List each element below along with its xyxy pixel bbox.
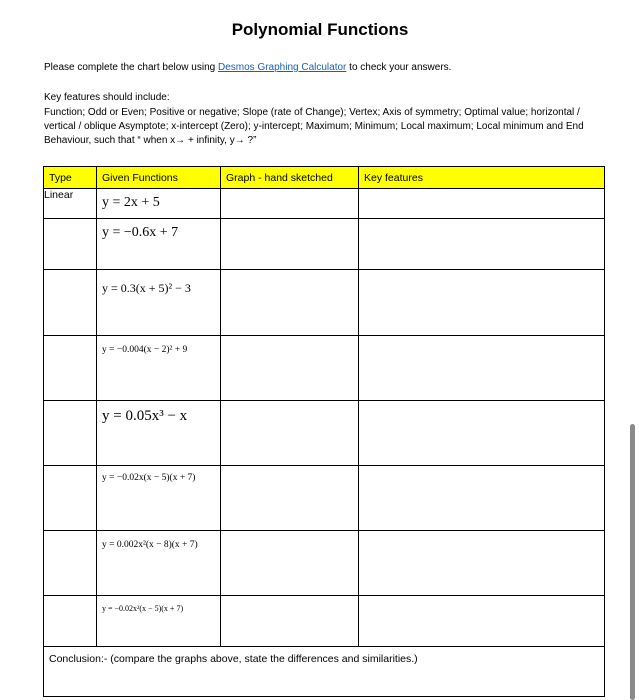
header-type: Type	[44, 167, 97, 189]
key-features-list: Function; Odd or Even; Positive or negative; Slope (rate of Change); Vertex; Axis of symmetry; Optimal value; horizontal / vertical / oblique Asymptote; x-intercept (Zero); y-intercept; Maximum; Minimum; Local maximum; Local minimum and End Behaviour, such that “ when x→ + infinity, y→ ?”	[44, 107, 584, 146]
function-formula: y = 2x + 5	[102, 195, 160, 210]
key-features-cell[interactable]	[359, 466, 605, 531]
function-formula: y = 0.002x²(x − 8)(x + 7)	[102, 540, 198, 550]
function-cell	[97, 596, 221, 647]
graph-cell[interactable]	[221, 336, 359, 401]
graph-cell[interactable]	[221, 270, 359, 336]
header-graph: Graph - hand sketched	[221, 167, 359, 189]
function-cell	[97, 270, 221, 336]
key-features-cell[interactable]	[359, 336, 605, 401]
function-formula: y = −0.02x(x − 5)(x + 7)	[102, 473, 196, 483]
key-features-cell[interactable]	[359, 219, 605, 270]
type-cell	[44, 336, 97, 401]
key-features-cell[interactable]	[359, 596, 605, 647]
graph-cell[interactable]	[221, 531, 359, 596]
conclusion-row	[44, 647, 605, 697]
conclusion-cell[interactable]: Conclusion:- (compare the graphs above, state the differences and similarities.)	[44, 647, 605, 697]
key-features-cell[interactable]	[359, 270, 605, 336]
key-features-cell[interactable]	[359, 401, 605, 466]
instructions-text-after: to check your answers.	[346, 62, 452, 73]
table-row	[44, 401, 605, 466]
header-key-features: Key features	[359, 167, 605, 189]
function-cell	[97, 531, 221, 596]
table-row	[44, 466, 605, 531]
graph-cell[interactable]	[221, 466, 359, 531]
function-cell	[97, 189, 221, 219]
type-cell	[44, 466, 97, 531]
type-cell: Linear	[44, 189, 97, 219]
table-row	[44, 596, 605, 647]
function-cell	[97, 336, 221, 401]
page-title: Polynomial Functions	[231, 20, 409, 39]
graph-cell[interactable]	[221, 219, 359, 270]
table-header-row	[44, 167, 605, 189]
graph-cell[interactable]	[221, 596, 359, 647]
key-features-cell[interactable]	[359, 189, 605, 219]
scrollbar-track[interactable]	[624, 0, 639, 700]
table-row	[44, 219, 605, 270]
instructions	[44, 62, 451, 73]
table-row	[44, 531, 605, 596]
table-row	[44, 270, 605, 336]
type-cell	[44, 596, 97, 647]
function-formula: y = −0.6x + 7	[102, 225, 179, 240]
function-formula: y = −0.02x²(x − 5)(x + 7)	[102, 604, 184, 613]
type-cell	[44, 401, 97, 466]
key-features-cell[interactable]	[359, 531, 605, 596]
type-cell	[44, 531, 97, 596]
function-cell	[97, 466, 221, 531]
type-cell	[44, 219, 97, 270]
type-cell	[44, 270, 97, 336]
table-row	[44, 336, 605, 401]
scrollbar-thumb[interactable]	[630, 424, 635, 700]
function-formula: y = 0.3(x + 5)² − 3	[102, 281, 191, 295]
graph-cell[interactable]	[221, 189, 359, 219]
key-features-heading: Key features should include:	[44, 92, 170, 103]
instructions-text-before: Please complete the chart below using	[44, 62, 218, 73]
header-given-functions: Given Functions	[97, 167, 221, 189]
functions-chart	[43, 166, 605, 697]
function-formula: y = −0.004(x − 2)² + 9	[102, 345, 188, 355]
desmos-link[interactable]: Desmos Graphing Calculator	[218, 62, 347, 73]
function-formula: y = 0.05x³ − x	[102, 408, 188, 424]
function-cell	[97, 219, 221, 270]
graph-cell[interactable]	[221, 401, 359, 466]
function-cell	[97, 401, 221, 466]
table-row	[44, 189, 605, 219]
